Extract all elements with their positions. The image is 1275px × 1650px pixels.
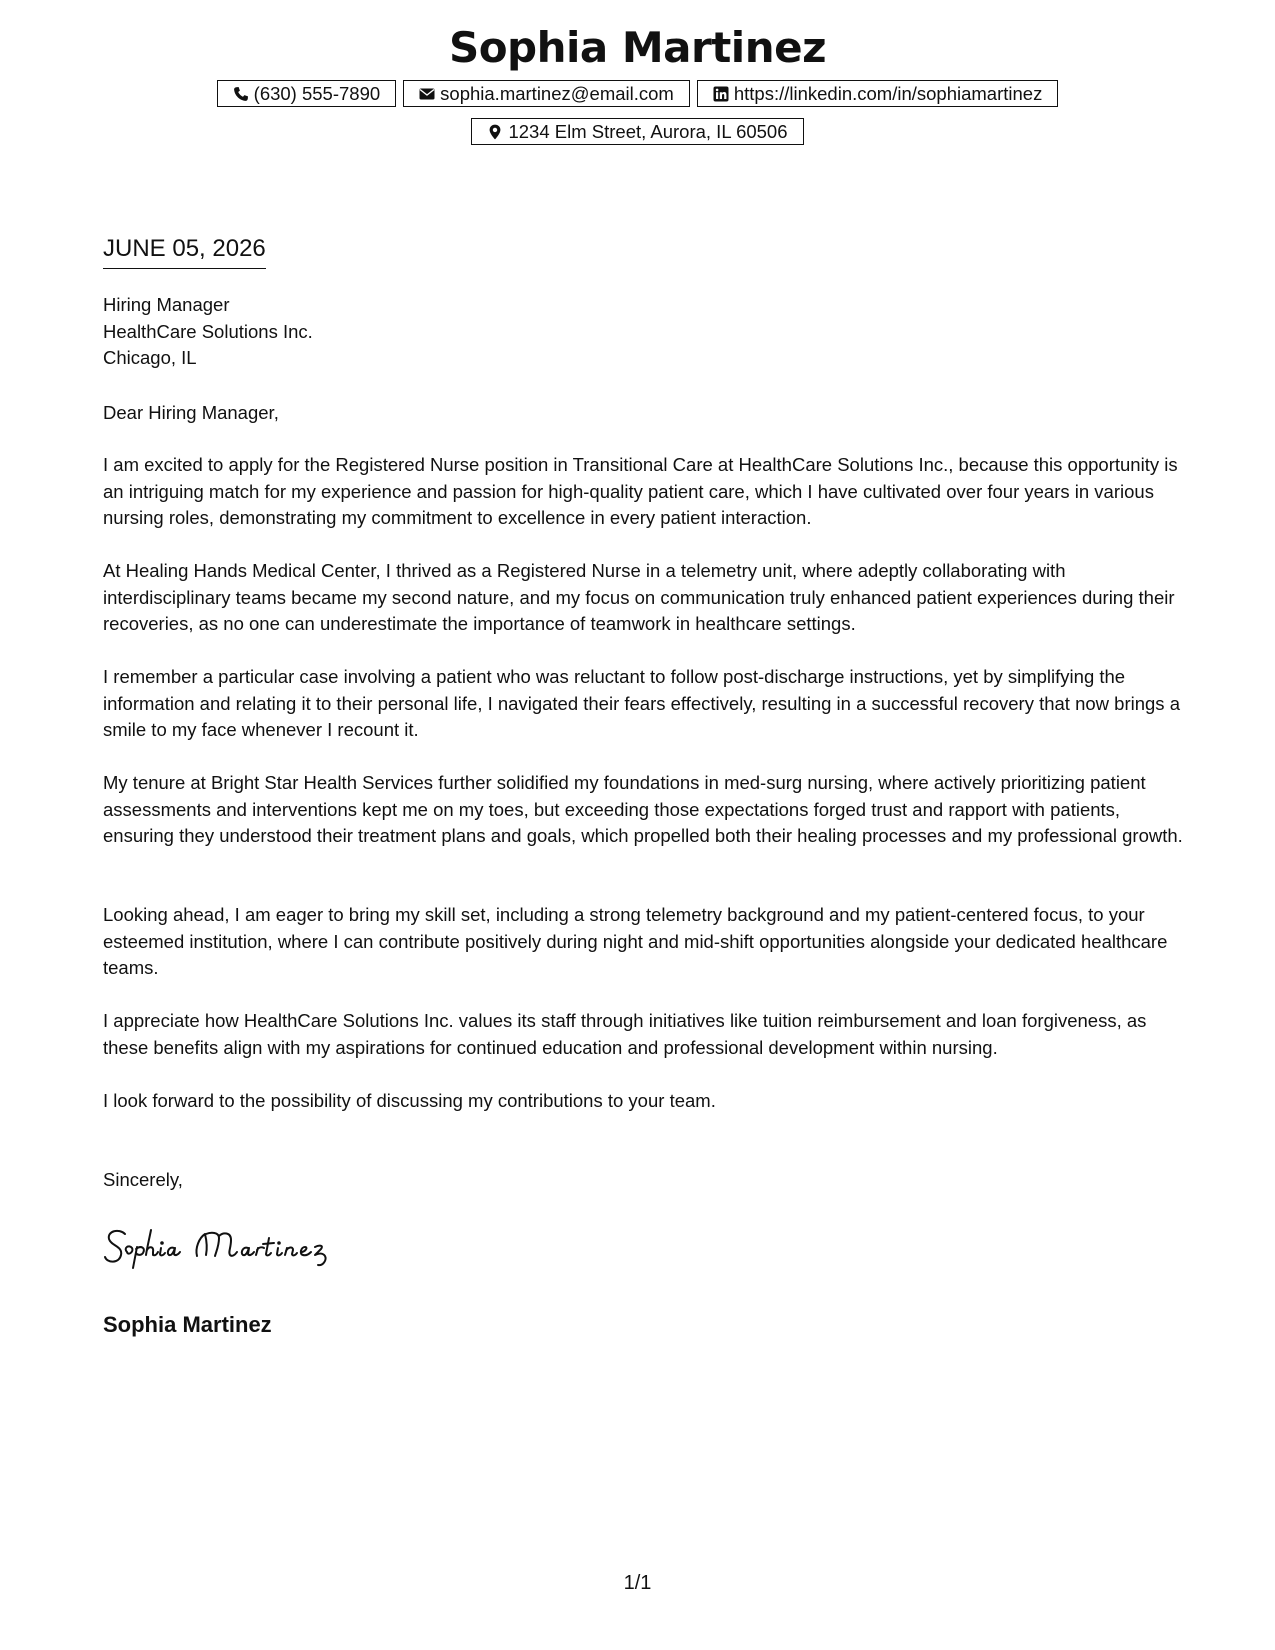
handwritten-signature [103,1222,363,1272]
closing: Sincerely, [103,1169,183,1190]
linkedin-url: https://linkedin.com/in/sophiamartinez [733,82,1043,104]
phone-chip [217,80,397,107]
body-paragraph: I appreciate how HealthCare Solutions Inc. values its staff through initiatives like tuition reimbursement and loan forgiveness, as these benefits align with my aspirations for continued education and professional development within nursing. [103,1010,1147,1058]
address-chip [471,118,803,145]
email-address: sophia.martinez@email.com [440,82,674,104]
letter-date: JUNE 05, 2026 [103,234,266,269]
recipient-location: Chicago, IL [103,347,197,368]
linkedin-chip [697,80,1058,107]
body-paragraph: Looking ahead, I am eager to bring my skill set, including a strong telemetry background and my patient-centered focus, to your esteemed institution, where I can contribute positively during night and mid-shift opportunities alongside your dedicated healthcare teams. [103,904,1168,978]
phone-icon [233,86,249,102]
salutation: Dear Hiring Manager, [103,402,279,423]
recipient-company: HealthCare Solutions Inc. [103,320,313,342]
recipient-title: Hiring Manager [103,294,230,315]
recipient-block [103,292,313,372]
email-chip [403,80,690,107]
envelope-icon [419,86,435,102]
map-pin-icon [487,124,503,140]
body-paragraph: My tenure at Bright Star Health Services further solidified my foundations in med-surg nursing, where actively prioritizing patient assessments and interventions kept me on my toes, but exceeding those expectations forged trust and rapport with patients, ensuring they understood their treatment plans and goals, which propelled both their healing processes and my professional growth. [103,772,1183,846]
page-number: 1/1 [623,1572,652,1594]
applicant-name: Sophia Martinez [448,23,827,72]
phone-number: (630) 555-7890 [253,82,381,104]
body-paragraph: I remember a particular case involving a patient who was reluctant to follow post-discharge instructions, yet by simplifying the information and relating it to their personal life, I navigated their fears effectively, resulting in a successful recovery that now brings a smile to my face whenever I recount it. [103,666,1180,740]
body-paragraph: At Healing Hands Medical Center, I thrived as a Registered Nurse in a telemetry unit, where adeptly collaborating with interdisciplinary teams became my second nature, and my focus on communication truly enhanced patient experiences during their recoveries, as no one can underestimate the importance of teamwork in healthcare settings. [103,560,1175,634]
contact-row-secondary [0,118,1275,145]
body-paragraph: I am excited to apply for the Registered Nurse position in Transitional Care at HealthCare Solutions Inc., because this opportunity is an intriguing match for my experience and passion for high-quality patient care, which I have cultivated over four years in various nursing roles, demonstrating my commitment to excellence in every patient interaction. [103,454,1178,528]
street-address: 1234 Elm Street, Aurora, IL 60506 [508,120,788,142]
body-paragraph: I look forward to the possibility of discussing my contributions to your team. [103,1090,716,1111]
signatory-name: Sophia Martinez [103,1312,272,1337]
linkedin-icon [713,86,729,102]
contact-row-primary [0,80,1275,107]
